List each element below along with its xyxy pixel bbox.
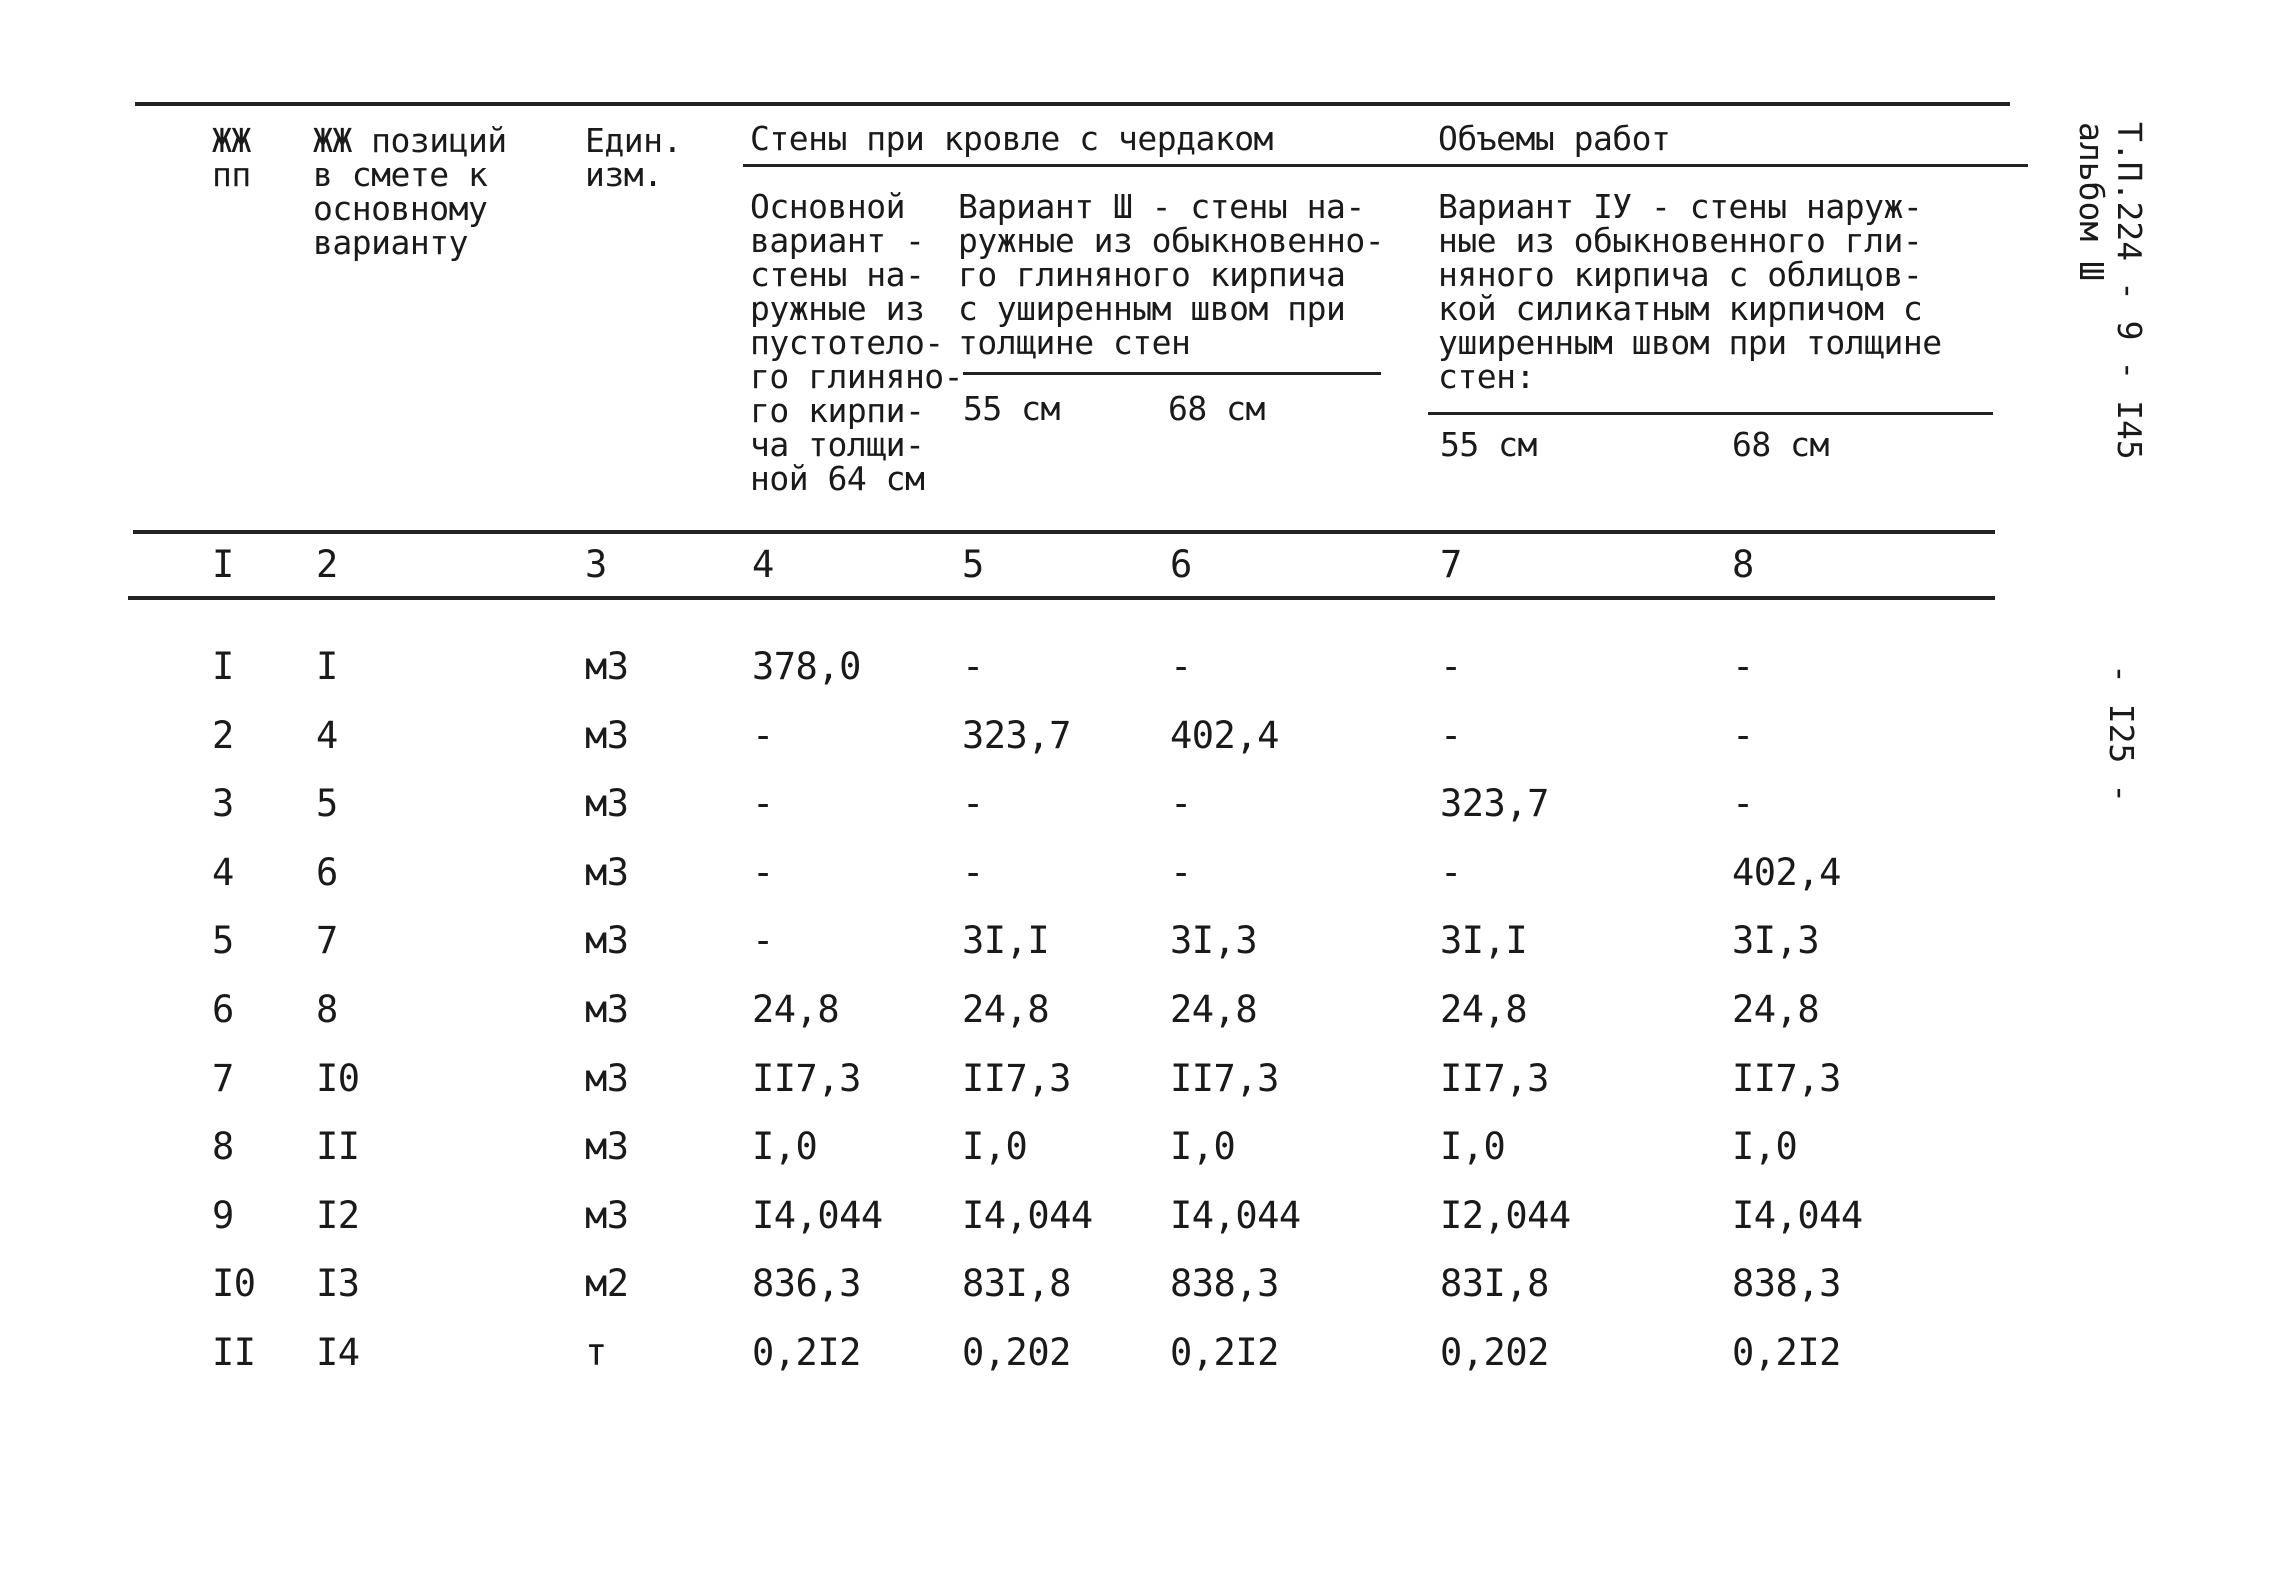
table-cell-col-6: 838,3: [1170, 1262, 1279, 1305]
column-number-4: 4: [752, 543, 774, 586]
table-cell-col-4: -: [752, 782, 774, 825]
table-cell-col-6: I4,044: [1170, 1194, 1301, 1237]
table-cell-col-8: I4,044: [1732, 1194, 1863, 1237]
header-bottom-rule: [133, 530, 1995, 534]
header-variant-3: Вариант Ш - стены на- ружные из обыкновенно- го глиняного кирпича с уширенным швом при толщине стен: [958, 187, 1385, 362]
table-cell-col-3: м3: [585, 714, 629, 757]
table-cell-col-7: -: [1440, 645, 1462, 688]
variant3-rule: [963, 372, 1381, 375]
table-cell-col-2: 5: [316, 782, 338, 825]
table-cell-col-6: 0,2I2: [1170, 1331, 1279, 1374]
table-cell-col-3: м3: [585, 1194, 629, 1237]
table-cell-col-5: 24,8: [962, 988, 1050, 1031]
header-v4-55cm: 55 см: [1440, 425, 1537, 464]
table-cell-col-3: м3: [585, 1125, 629, 1168]
colnum-bottom-rule: [128, 596, 1995, 600]
table-cell-col-4: 378,0: [752, 645, 861, 688]
header-basic-variant: Основной вариант - стены на- ружные из пустотело- го глиняно- го кирпи- ча толщи- ной 64 см: [750, 187, 964, 498]
table-cell-col-8: 402,4: [1732, 851, 1841, 894]
table-cell-col-4: II7,3: [752, 1057, 861, 1100]
table-cell-col-1: I0: [212, 1262, 256, 1305]
header-v4-68cm: 68 см: [1732, 425, 1829, 464]
group-rule: [743, 164, 2028, 167]
table-cell-col-2: 4: [316, 714, 338, 757]
side-page-number: - I25 -: [2102, 664, 2141, 804]
table-cell-col-4: 836,3: [752, 1262, 861, 1305]
column-number-8: 8: [1732, 543, 1754, 586]
header-row-number: ЖЖ пп: [212, 121, 251, 194]
table-cell-col-3: м3: [585, 851, 629, 894]
table-cell-col-3: м3: [585, 645, 629, 688]
table-cell-col-1: 2: [212, 714, 234, 757]
table-cell-col-8: -: [1732, 645, 1754, 688]
table-cell-col-8: 0,2I2: [1732, 1331, 1841, 1374]
table-cell-col-6: -: [1170, 782, 1192, 825]
table-cell-col-4: I4,044: [752, 1194, 883, 1237]
column-number-5: 5: [962, 543, 984, 586]
table-cell-col-8: 3I,3: [1732, 919, 1820, 962]
table-cell-col-7: 323,7: [1440, 782, 1549, 825]
table-cell-col-5: 83I,8: [962, 1262, 1071, 1305]
table-cell-col-4: I,0: [752, 1125, 818, 1168]
table-cell-col-6: 24,8: [1170, 988, 1258, 1031]
column-number-2: 2: [316, 543, 338, 586]
table-cell-col-6: II7,3: [1170, 1057, 1279, 1100]
table-cell-col-7: I,0: [1440, 1125, 1506, 1168]
table-cell-col-1: I: [212, 645, 234, 688]
table-cell-col-8: 838,3: [1732, 1262, 1841, 1305]
column-number-6: 6: [1170, 543, 1192, 586]
table-cell-col-3: т: [585, 1331, 607, 1374]
header-v3-68cm: 68 см: [1168, 389, 1265, 428]
table-cell-col-1: 4: [212, 851, 234, 894]
table-cell-col-5: 0,202: [962, 1331, 1071, 1374]
table-cell-col-1: 6: [212, 988, 234, 1031]
column-number-1: I: [212, 543, 234, 586]
table-cell-col-1: 9: [212, 1194, 234, 1237]
table-cell-col-6: -: [1170, 851, 1192, 894]
table-cell-col-8: -: [1732, 782, 1754, 825]
table-cell-col-7: II7,3: [1440, 1057, 1549, 1100]
table-cell-col-8: I,0: [1732, 1125, 1798, 1168]
table-cell-col-4: -: [752, 714, 774, 757]
table-cell-col-7: 24,8: [1440, 988, 1528, 1031]
table-cell-col-4: 24,8: [752, 988, 840, 1031]
table-cell-col-3: м3: [585, 782, 629, 825]
variant4-rule: [1428, 412, 1993, 415]
table-cell-col-5: I4,044: [962, 1194, 1093, 1237]
table-cell-col-7: -: [1440, 714, 1462, 757]
table-cell-col-3: м3: [585, 988, 629, 1031]
table-cell-col-8: -: [1732, 714, 1754, 757]
header-group-volume: Объемы работ: [1438, 119, 1671, 158]
table-cell-col-2: 6: [316, 851, 338, 894]
header-variant-4: Вариант IУ - стены наруж- ные из обыкновенного гли- няного кирпича с облицов- кой силикатным кирпичом с уширенным швом при толщине стен:: [1438, 187, 1942, 396]
table-cell-col-3: м2: [585, 1262, 629, 1305]
table-cell-col-5: 3I,I: [962, 919, 1050, 962]
table-cell-col-6: -: [1170, 645, 1192, 688]
table-cell-col-2: I3: [316, 1262, 360, 1305]
side-stamp-album: альбом Ш: [2072, 122, 2111, 281]
table-cell-col-5: -: [962, 645, 984, 688]
table-cell-col-7: -: [1440, 851, 1462, 894]
table-cell-col-7: 0,202: [1440, 1331, 1549, 1374]
table-cell-col-7: 3I,I: [1440, 919, 1528, 962]
table-cell-col-1: 7: [212, 1057, 234, 1100]
header-unit: Един. изм.: [585, 121, 682, 194]
column-number-7: 7: [1440, 543, 1462, 586]
table-cell-col-3: м3: [585, 919, 629, 962]
table-cell-col-6: 402,4: [1170, 714, 1279, 757]
table-cell-col-1: 8: [212, 1125, 234, 1168]
table-cell-col-5: II7,3: [962, 1057, 1071, 1100]
table-cell-col-4: -: [752, 919, 774, 962]
table-cell-col-5: I,0: [962, 1125, 1028, 1168]
table-cell-col-2: I2: [316, 1194, 360, 1237]
table-cell-col-2: I: [316, 645, 338, 688]
header-group-roof: Стены при кровле с чердаком: [750, 119, 1273, 158]
header-v3-55cm: 55 см: [963, 389, 1060, 428]
table-cell-col-8: II7,3: [1732, 1057, 1841, 1100]
header-position-in-estimate: ЖЖ позиций в смете к основному варианту: [313, 121, 507, 262]
table-cell-col-6: 3I,3: [1170, 919, 1258, 962]
table-cell-col-5: 323,7: [962, 714, 1071, 757]
table-cell-col-4: 0,2I2: [752, 1331, 861, 1374]
table-cell-col-2: I4: [316, 1331, 360, 1374]
table-cell-col-1: 5: [212, 919, 234, 962]
table-cell-col-3: м3: [585, 1057, 629, 1100]
table-cell-col-7: 83I,8: [1440, 1262, 1549, 1305]
table-cell-col-2: 8: [316, 988, 338, 1031]
table-cell-col-5: -: [962, 851, 984, 894]
table-cell-col-1: 3: [212, 782, 234, 825]
table-cell-col-7: I2,044: [1440, 1194, 1571, 1237]
table-cell-col-1: II: [212, 1331, 256, 1374]
top-rule: [135, 102, 2010, 106]
table-cell-col-2: I0: [316, 1057, 360, 1100]
table-cell-col-2: II: [316, 1125, 360, 1168]
table-cell-col-2: 7: [316, 919, 338, 962]
table-cell-col-5: -: [962, 782, 984, 825]
table-cell-col-8: 24,8: [1732, 988, 1820, 1031]
side-stamp-code: Т.П.224 - 9 - I45: [2110, 122, 2149, 460]
table-cell-col-4: -: [752, 851, 774, 894]
table-cell-col-6: I,0: [1170, 1125, 1236, 1168]
column-number-3: 3: [585, 543, 607, 586]
